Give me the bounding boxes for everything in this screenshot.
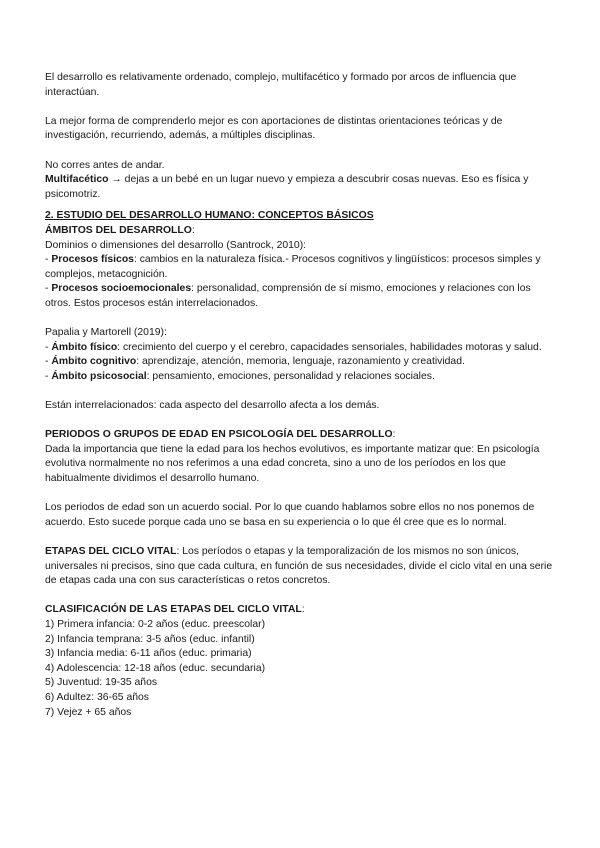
list-item: 2) Infancia temprana: 3-5 años (educ. infantil) xyxy=(45,633,255,645)
multifacetico-text: → dejas a un bebé en un lugar nuevo y empieza a descubrir cosas nuevas. Eso es física y psicomotriz. xyxy=(45,174,529,200)
intro-paragraph-3: No corres antes de andar. xyxy=(45,159,165,171)
etapas-term: ETAPAS DEL CICLO VITAL xyxy=(45,546,177,557)
list-item: 6) Adultez: 36-65 años xyxy=(45,691,149,703)
periodos-title: PERIODOS O GRUPOS DE EDAD EN PSICOLOGÍA DEL DESARROLLO xyxy=(45,429,393,441)
intro-paragraph-2: La mejor forma de comprenderlo mejor es con aportaciones de distintas orientaciones teóricas y de investigación, recurriendo, además, a múltiples disciplinas. xyxy=(45,115,503,142)
list-prefix: - xyxy=(45,356,52,368)
santrock-text-socioemocionales: : personalidad, comprensión de sí mismo, emociones y relaciones con los otros. Estos procesos están interrelacionados. xyxy=(45,283,531,309)
document-content xyxy=(45,71,557,720)
multifacetico-term: Multifacético xyxy=(45,174,109,186)
intro-paragraph-4 xyxy=(45,173,557,202)
periodos-heading xyxy=(45,428,557,443)
santrock-intro: Dominios o dimensiones del desarrollo (Santrock, 2010): xyxy=(45,239,307,251)
papalia-intro: Papalia y Martorell (2019): xyxy=(45,327,167,339)
clasificacion-heading xyxy=(45,603,557,618)
ambitos-colon: : xyxy=(191,224,195,236)
santrock-term-socioemocionales: Procesos socioemocionales xyxy=(51,283,192,295)
clasificacion-title: CLASIFICACIÓN DE LAS ETAPAS DEL CICLO VITAL xyxy=(45,604,302,616)
papalia-text-fisico: : crecimiento del cuerpo y el cerebro, capacidades sensoriales, habilidades motoras y salud. xyxy=(117,341,542,353)
periodos-colon: : xyxy=(392,429,396,441)
papalia-term-fisico: Ámbito físico xyxy=(51,341,118,353)
ambitos-heading xyxy=(45,224,557,239)
papalia-item-cognitivo xyxy=(45,355,557,370)
list-item: 5) Juventud: 19-35 años xyxy=(45,677,158,689)
list-item: 4) Adolescencia: 12-18 años (educ. secundaria) xyxy=(45,662,266,674)
list-item: 3) Infancia media: 6-11 años (educ. primaria) xyxy=(45,648,252,660)
section-2-title: 2. ESTUDIO DEL DESARROLLO HUMANO: CONCEPTOS BÁSICOS xyxy=(45,210,374,222)
etapas-paragraph xyxy=(45,545,557,589)
list-prefix: - xyxy=(45,254,52,266)
papalia-text-cognitivo: : aprendizaje, atención, memoria, lenguaje, razonamiento y creatividad. xyxy=(136,356,465,368)
intro-paragraph-1: El desarrollo es relativamente ordenado, complejo, multifacético y formado por arcos de influencia que interactúan. xyxy=(45,72,517,98)
list-item: 1) Primera infancia: 0-2 años (educ. preescolar) xyxy=(45,618,266,630)
list-prefix: - xyxy=(45,283,52,295)
ambitos-title: ÁMBITOS DEL DESARROLLO xyxy=(45,224,192,236)
periodos-paragraph-2: Los periodos de edad son un acuerdo social. Por lo que cuando hablamos sobre ellos no nos ponemos de acuerdo. Esto sucede porque cada uno se basa en su experiencia o lo que él cree que es lo normal. xyxy=(45,502,535,528)
list-prefix: - xyxy=(45,370,52,382)
interrelated-paragraph: Están interrelacionados: cada aspecto del desarrollo afecta a los demás. xyxy=(45,400,380,412)
santrock-item-socioemocionales xyxy=(45,282,557,311)
list-prefix: - xyxy=(45,341,52,353)
papalia-text-psicosocial: : pensamiento, emociones, personalidad y relaciones sociales. xyxy=(146,370,435,382)
santrock-item-fisicos xyxy=(45,253,557,282)
list-item: 7) Vejez + 65 años xyxy=(45,706,132,718)
papalia-term-psicosocial: Ámbito psicosocial xyxy=(51,370,147,382)
papalia-item-psicosocial xyxy=(45,370,557,385)
papalia-term-cognitivo: Ámbito cognitivo xyxy=(51,356,137,368)
etapas-text: : Los períodos o etapas y la temporalización de los mismos no son únicos, universales ni precisos, sino que cada cultura, en función de sus necesidades, divide el ciclo vital en una serie de etapas cada una con sus características o retos concretos. xyxy=(45,546,553,587)
santrock-text-fisicos: : cambios en la naturaleza física.- Procesos cognitivos y lingüísticos: procesos simples y complejos, metacognición. xyxy=(45,254,541,280)
periodos-paragraph-1: Dada la importancia que tiene la edad para los hechos evolutivos, es importante matizar que: En psicología evolutiva normalmente no nos referimos a una edad concreta, sino a uno de los períodos en los que habitualmente dividimos el desarrollo humano. xyxy=(45,443,540,485)
santrock-term-fisicos: Procesos físicos xyxy=(51,254,134,266)
clasificacion-colon: : xyxy=(301,604,305,616)
papalia-item-fisico xyxy=(45,341,557,356)
